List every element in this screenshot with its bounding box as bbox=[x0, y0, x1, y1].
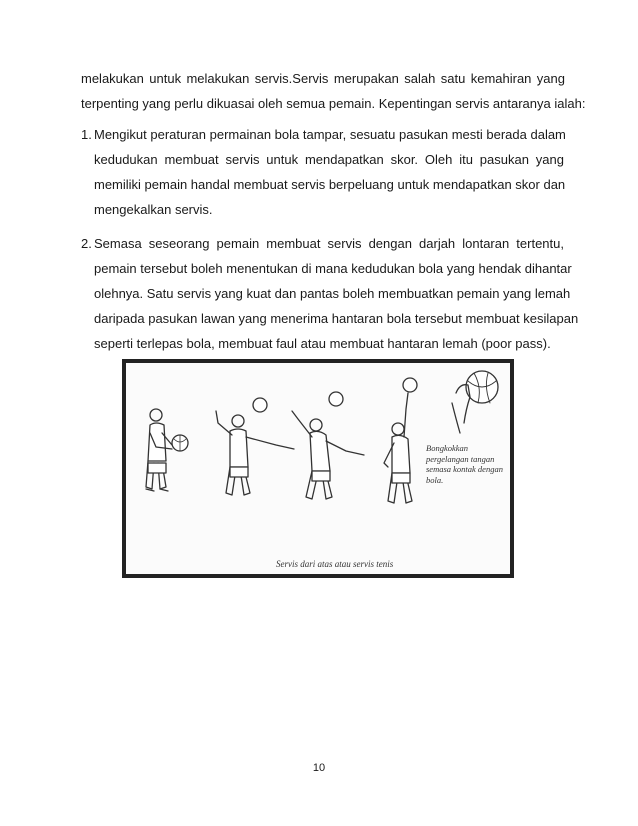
list-item-line: olehnya. Satu servis yang kuat dan pantas boleh membuatkan pemain yang lemah bbox=[94, 286, 571, 301]
player-3-figure bbox=[292, 411, 364, 499]
list-item-number: 2. bbox=[81, 236, 92, 251]
list-item-line: seperti terlepas bola, membuat faul atau membuat hantaran lemah (poor pass). bbox=[94, 336, 551, 351]
intro-paragraph bbox=[81, 66, 586, 116]
ball-contact-drawing bbox=[403, 378, 417, 392]
list-item-line: kedudukan membuat servis untuk mendapatkan skor. Oleh itu pasukan yang bbox=[94, 152, 564, 167]
list-item-number: 1. bbox=[81, 127, 92, 142]
intro-line-2: terpenting yang perlu dikuasai oleh semua pemain. Kepentingan servis antaranya ialah: bbox=[81, 96, 586, 111]
serve-illustration bbox=[122, 359, 514, 578]
page-number: 10 bbox=[312, 762, 326, 774]
intro-line-1: melakukan untuk melakukan servis.Servis merupakan salah satu kemahiran yang bbox=[81, 71, 565, 86]
hand-detail-drawing bbox=[452, 371, 498, 433]
ball-toss-2-drawing bbox=[329, 392, 343, 406]
ball-toss-1-drawing bbox=[253, 398, 267, 412]
wrist-note: Bongkokkan pergelangan tangan semasa kontak dengan bola. bbox=[426, 443, 503, 485]
player-1-figure bbox=[146, 409, 176, 491]
player-4-figure bbox=[384, 393, 412, 503]
figure-caption: Servis dari atas atau servis tenis bbox=[276, 559, 394, 569]
list-item-line: pemain tersebut boleh menentukan di mana kedudukan bola yang hendak dihantar bbox=[94, 261, 572, 276]
list-item-line: Semasa seseorang pemain membuat servis dengan darjah lontaran tertentu, bbox=[94, 236, 564, 251]
list-item-line: daripada pasukan lawan yang menerima hantaran bola tersebut membuat kesilapan bbox=[94, 311, 579, 326]
list-item-line: mengekalkan servis. bbox=[94, 202, 213, 217]
player-2-figure bbox=[216, 411, 294, 495]
list-item-line: Mengikut peraturan permainan bola tampar, sesuatu pasukan mesti berada dalam bbox=[94, 127, 566, 142]
list-item-line: memiliki pemain handal membuat servis berpeluang untuk mendapatkan skor dan bbox=[94, 177, 566, 192]
